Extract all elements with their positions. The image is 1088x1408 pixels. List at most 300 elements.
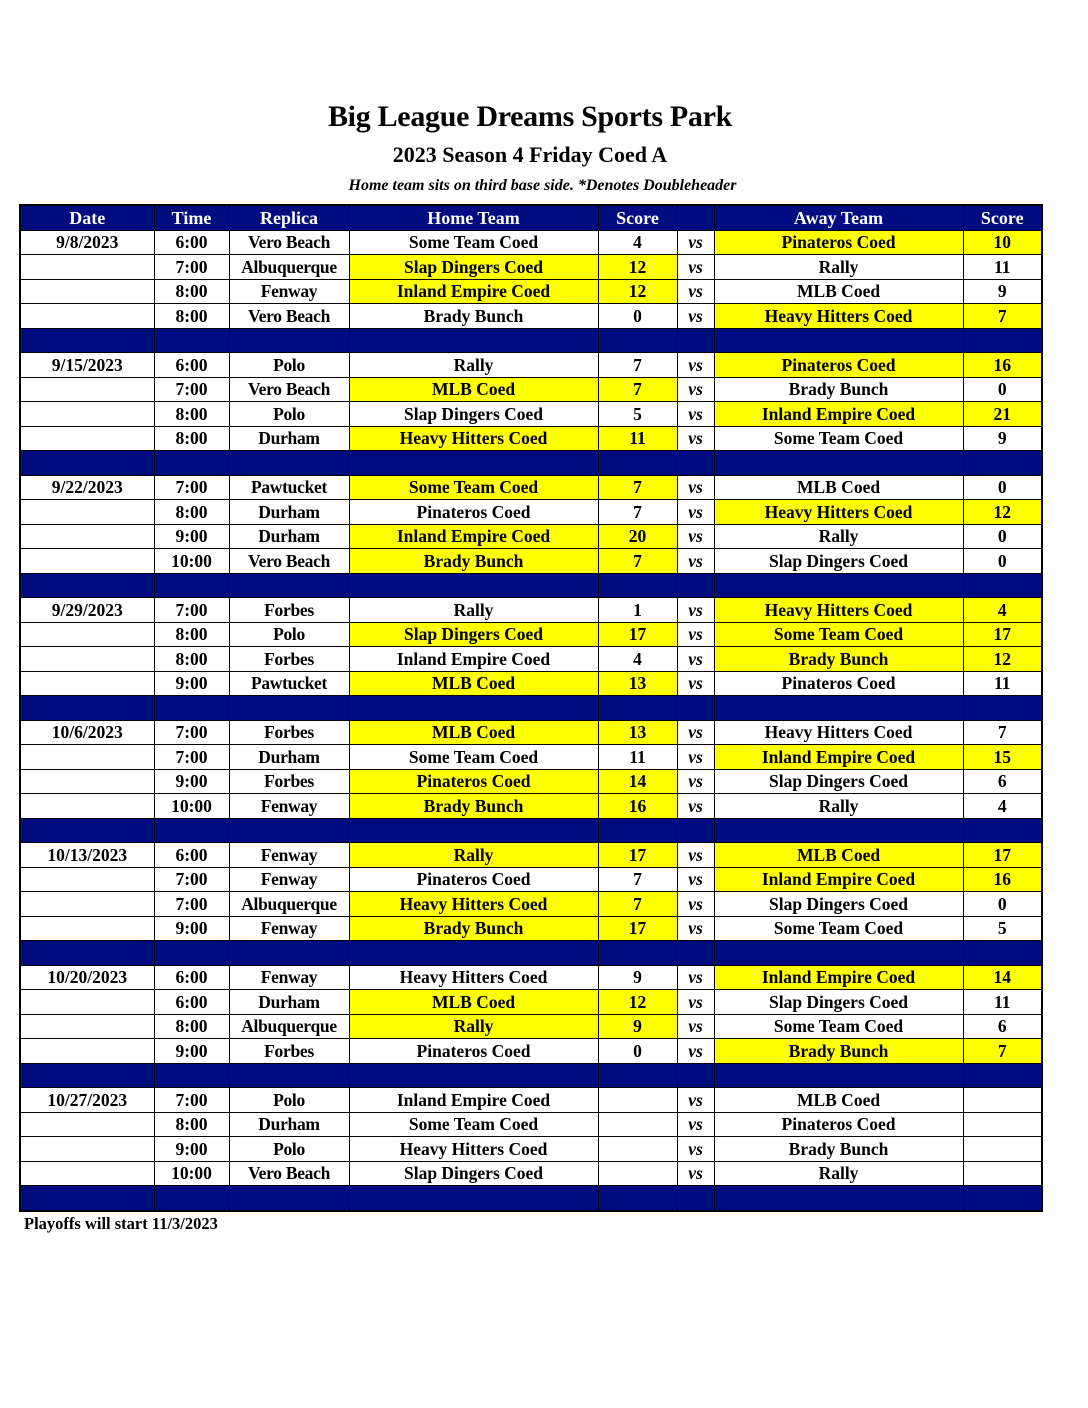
away-score: 4 [963, 794, 1042, 819]
game-time: 10:00 [154, 794, 229, 819]
separator-cell [963, 451, 1042, 476]
away-score: 12 [963, 647, 1042, 672]
game-row [20, 769, 1042, 794]
home-team: Brady Bunch [349, 794, 598, 819]
game-row [20, 892, 1042, 917]
home-team: Rally [349, 1014, 598, 1039]
separator-cell [154, 818, 229, 843]
vs-label: vs [677, 892, 714, 917]
game-row [20, 426, 1042, 451]
game-date-empty [20, 1137, 154, 1162]
vs-label: vs [677, 549, 714, 574]
game-date-empty [20, 916, 154, 941]
week-separator-row [20, 328, 1042, 353]
home-team: Brady Bunch [349, 916, 598, 941]
vs-label: vs [677, 867, 714, 892]
game-row [20, 353, 1042, 378]
game-date-empty [20, 769, 154, 794]
separator-cell [714, 573, 963, 598]
away-team: Pinateros Coed [714, 1112, 963, 1137]
game-replica: Forbes [229, 1039, 349, 1064]
away-score: 6 [963, 1014, 1042, 1039]
away-score: 0 [963, 549, 1042, 574]
game-time: 6:00 [154, 230, 229, 255]
home-score: 11 [598, 426, 677, 451]
away-team: Heavy Hitters Coed [714, 500, 963, 525]
home-team: Heavy Hitters Coed [349, 965, 598, 990]
away-score: 0 [963, 475, 1042, 500]
game-time: 8:00 [154, 647, 229, 672]
separator-cell [963, 328, 1042, 353]
separator-cell [229, 451, 349, 476]
vs-label: vs [677, 279, 714, 304]
game-time: 7:00 [154, 867, 229, 892]
game-replica: Pawtucket [229, 671, 349, 696]
home-score: 16 [598, 794, 677, 819]
separator-cell [963, 1186, 1042, 1211]
game-replica: Albuquerque [229, 892, 349, 917]
away-score: 15 [963, 745, 1042, 770]
game-row [20, 475, 1042, 500]
home-score: 12 [598, 990, 677, 1015]
game-replica: Durham [229, 524, 349, 549]
home-team: Rally [349, 598, 598, 623]
vs-label: vs [677, 794, 714, 819]
game-replica: Vero Beach [229, 304, 349, 329]
home-score [598, 1088, 677, 1113]
game-replica: Polo [229, 353, 349, 378]
game-time: 7:00 [154, 475, 229, 500]
separator-cell [963, 818, 1042, 843]
separator-cell [598, 1063, 677, 1088]
home-team: Inland Empire Coed [349, 279, 598, 304]
game-row [20, 843, 1042, 868]
home-team: Slap Dingers Coed [349, 402, 598, 427]
game-date: 10/27/2023 [20, 1088, 154, 1113]
game-replica: Durham [229, 500, 349, 525]
game-date-empty [20, 524, 154, 549]
away-team: Some Team Coed [714, 916, 963, 941]
game-time: 8:00 [154, 304, 229, 329]
game-date: 9/29/2023 [20, 598, 154, 623]
away-team: Rally [714, 1161, 963, 1186]
game-date-empty [20, 1039, 154, 1064]
vs-label: vs [677, 1161, 714, 1186]
separator-cell [349, 451, 598, 476]
week-separator-row [20, 1186, 1042, 1211]
away-team: Slap Dingers Coed [714, 769, 963, 794]
away-team: Rally [714, 255, 963, 280]
game-time: 7:00 [154, 892, 229, 917]
separator-cell [598, 451, 677, 476]
home-score: 11 [598, 745, 677, 770]
separator-cell [229, 1063, 349, 1088]
game-row [20, 377, 1042, 402]
game-date-empty [20, 500, 154, 525]
away-team: MLB Coed [714, 1088, 963, 1113]
home-score [598, 1137, 677, 1162]
separator-cell [154, 1063, 229, 1088]
away-score: 17 [963, 843, 1042, 868]
away-score: 0 [963, 524, 1042, 549]
vs-label: vs [677, 598, 714, 623]
game-replica: Durham [229, 990, 349, 1015]
separator-cell [154, 941, 229, 966]
game-replica: Polo [229, 622, 349, 647]
game-time: 9:00 [154, 916, 229, 941]
separator-cell [714, 941, 963, 966]
game-date-empty [20, 1014, 154, 1039]
game-date-empty [20, 647, 154, 672]
game-row [20, 671, 1042, 696]
away-team: Brady Bunch [714, 377, 963, 402]
separator-cell [598, 1186, 677, 1211]
separator-cell [963, 1063, 1042, 1088]
game-date-empty [20, 745, 154, 770]
game-date-empty [20, 1112, 154, 1137]
game-time: 6:00 [154, 353, 229, 378]
away-team: Heavy Hitters Coed [714, 720, 963, 745]
home-team: Heavy Hitters Coed [349, 1137, 598, 1162]
away-score: 9 [963, 426, 1042, 451]
separator-cell [20, 1063, 154, 1088]
game-date: 9/15/2023 [20, 353, 154, 378]
home-score: 12 [598, 255, 677, 280]
away-team: Inland Empire Coed [714, 867, 963, 892]
away-team: Some Team Coed [714, 1014, 963, 1039]
game-time: 8:00 [154, 500, 229, 525]
game-row [20, 1039, 1042, 1064]
vs-label: vs [677, 1088, 714, 1113]
game-replica: Fenway [229, 965, 349, 990]
game-row [20, 402, 1042, 427]
home-team: Pinateros Coed [349, 1039, 598, 1064]
separator-cell [229, 573, 349, 598]
game-row [20, 255, 1042, 280]
home-team: Slap Dingers Coed [349, 255, 598, 280]
home-score: 7 [598, 377, 677, 402]
home-score: 7 [598, 892, 677, 917]
game-replica: Forbes [229, 647, 349, 672]
week-separator-row [20, 941, 1042, 966]
game-row [20, 549, 1042, 574]
separator-cell [677, 328, 714, 353]
game-replica: Vero Beach [229, 230, 349, 255]
game-row [20, 230, 1042, 255]
home-score: 17 [598, 843, 677, 868]
home-team: Inland Empire Coed [349, 1088, 598, 1113]
separator-cell [229, 328, 349, 353]
game-row [20, 1088, 1042, 1113]
game-row [20, 1112, 1042, 1137]
separator-cell [229, 941, 349, 966]
game-time: 10:00 [154, 1161, 229, 1186]
game-time: 9:00 [154, 1039, 229, 1064]
separator-cell [349, 328, 598, 353]
game-date-empty [20, 671, 154, 696]
game-time: 8:00 [154, 426, 229, 451]
home-team: Pinateros Coed [349, 867, 598, 892]
game-time: 9:00 [154, 524, 229, 549]
week-separator-row [20, 573, 1042, 598]
home-team: Slap Dingers Coed [349, 1161, 598, 1186]
away-team: Brady Bunch [714, 1137, 963, 1162]
home-score: 17 [598, 916, 677, 941]
separator-cell [963, 696, 1042, 721]
col-header-home-score: Score [598, 205, 677, 230]
away-team: Heavy Hitters Coed [714, 598, 963, 623]
game-replica: Vero Beach [229, 1161, 349, 1186]
separator-cell [20, 1186, 154, 1211]
game-time: 6:00 [154, 965, 229, 990]
away-score: 0 [963, 892, 1042, 917]
home-team: Pinateros Coed [349, 769, 598, 794]
separator-cell [349, 573, 598, 598]
away-team: Slap Dingers Coed [714, 990, 963, 1015]
game-time: 8:00 [154, 402, 229, 427]
vs-label: vs [677, 1039, 714, 1064]
home-score: 17 [598, 622, 677, 647]
game-time: 10:00 [154, 549, 229, 574]
separator-cell [154, 696, 229, 721]
vs-label: vs [677, 843, 714, 868]
away-score: 16 [963, 353, 1042, 378]
separator-cell [714, 818, 963, 843]
col-header-date: Date [20, 205, 154, 230]
separator-cell [154, 451, 229, 476]
schedule-body [20, 230, 1042, 1211]
col-header-away-team: Away Team [714, 205, 963, 230]
game-date: 9/22/2023 [20, 475, 154, 500]
separator-cell [20, 451, 154, 476]
game-date-empty [20, 426, 154, 451]
away-team: Rally [714, 524, 963, 549]
away-score: 10 [963, 230, 1042, 255]
home-team: Pinateros Coed [349, 500, 598, 525]
home-team: Some Team Coed [349, 230, 598, 255]
vs-label: vs [677, 304, 714, 329]
game-replica: Vero Beach [229, 377, 349, 402]
game-time: 7:00 [154, 377, 229, 402]
vs-label: vs [677, 916, 714, 941]
home-team: Heavy Hitters Coed [349, 426, 598, 451]
game-replica: Pawtucket [229, 475, 349, 500]
game-replica: Albuquerque [229, 255, 349, 280]
game-time: 8:00 [154, 1112, 229, 1137]
game-time: 9:00 [154, 671, 229, 696]
game-row [20, 965, 1042, 990]
separator-cell [677, 451, 714, 476]
away-team: Pinateros Coed [714, 671, 963, 696]
game-row [20, 720, 1042, 745]
game-row [20, 794, 1042, 819]
vs-label: vs [677, 402, 714, 427]
game-row [20, 916, 1042, 941]
away-team: MLB Coed [714, 843, 963, 868]
away-team: Pinateros Coed [714, 353, 963, 378]
game-replica: Albuquerque [229, 1014, 349, 1039]
game-replica: Fenway [229, 279, 349, 304]
away-score: 14 [963, 965, 1042, 990]
separator-cell [349, 818, 598, 843]
game-time: 6:00 [154, 843, 229, 868]
game-row [20, 745, 1042, 770]
away-team: Inland Empire Coed [714, 745, 963, 770]
home-score: 13 [598, 671, 677, 696]
away-team: Brady Bunch [714, 1039, 963, 1064]
away-team: Rally [714, 794, 963, 819]
game-time: 8:00 [154, 622, 229, 647]
home-team: Brady Bunch [349, 549, 598, 574]
home-score: 7 [598, 500, 677, 525]
home-team: MLB Coed [349, 990, 598, 1015]
vs-label: vs [677, 671, 714, 696]
separator-cell [349, 696, 598, 721]
game-replica: Polo [229, 402, 349, 427]
home-score: 1 [598, 598, 677, 623]
vs-label: vs [677, 647, 714, 672]
home-team: Inland Empire Coed [349, 647, 598, 672]
separator-cell [20, 573, 154, 598]
vs-label: vs [677, 965, 714, 990]
week-separator-row [20, 1063, 1042, 1088]
game-time: 8:00 [154, 1014, 229, 1039]
home-team: MLB Coed [349, 377, 598, 402]
away-score: 17 [963, 622, 1042, 647]
away-score: 7 [963, 1039, 1042, 1064]
game-time: 6:00 [154, 990, 229, 1015]
separator-cell [20, 328, 154, 353]
game-row [20, 524, 1042, 549]
separator-cell [963, 573, 1042, 598]
separator-cell [229, 1186, 349, 1211]
playoffs-note: Playoffs will start 11/3/2023 [24, 1214, 218, 1233]
home-team: Some Team Coed [349, 1112, 598, 1137]
game-date-empty [20, 892, 154, 917]
game-row [20, 1137, 1042, 1162]
separator-cell [20, 696, 154, 721]
game-time: 7:00 [154, 598, 229, 623]
home-score: 7 [598, 867, 677, 892]
separator-cell [598, 941, 677, 966]
game-date-empty [20, 402, 154, 427]
game-date-empty [20, 279, 154, 304]
separator-cell [714, 1063, 963, 1088]
separator-cell [677, 941, 714, 966]
game-date: 10/6/2023 [20, 720, 154, 745]
away-score: 16 [963, 867, 1042, 892]
home-score: 12 [598, 279, 677, 304]
schedule-table [19, 204, 1043, 1212]
home-team: Rally [349, 353, 598, 378]
game-date: 10/20/2023 [20, 965, 154, 990]
away-score [963, 1088, 1042, 1113]
game-row [20, 500, 1042, 525]
game-row [20, 1161, 1042, 1186]
game-date-empty [20, 304, 154, 329]
page-title: Big League Dreams Sports Park [327, 100, 733, 133]
game-replica: Forbes [229, 769, 349, 794]
game-row [20, 990, 1042, 1015]
separator-cell [598, 696, 677, 721]
game-date: 10/13/2023 [20, 843, 154, 868]
game-time: 8:00 [154, 279, 229, 304]
home-score: 20 [598, 524, 677, 549]
separator-cell [229, 818, 349, 843]
away-score: 7 [963, 304, 1042, 329]
home-team: Heavy Hitters Coed [349, 892, 598, 917]
game-replica: Fenway [229, 916, 349, 941]
vs-label: vs [677, 1137, 714, 1162]
separator-cell [154, 1186, 229, 1211]
week-separator-row [20, 696, 1042, 721]
game-replica: Durham [229, 426, 349, 451]
home-score: 7 [598, 549, 677, 574]
vs-label: vs [677, 255, 714, 280]
vs-label: vs [677, 377, 714, 402]
home-score [598, 1161, 677, 1186]
game-date-empty [20, 867, 154, 892]
away-score: 0 [963, 377, 1042, 402]
home-score: 7 [598, 353, 677, 378]
away-team: Inland Empire Coed [714, 402, 963, 427]
vs-label: vs [677, 990, 714, 1015]
home-score: 14 [598, 769, 677, 794]
home-team: Brady Bunch [349, 304, 598, 329]
away-team: Brady Bunch [714, 647, 963, 672]
vs-label: vs [677, 769, 714, 794]
week-separator-row [20, 451, 1042, 476]
away-score: 12 [963, 500, 1042, 525]
week-separator-row [20, 818, 1042, 843]
away-team: Heavy Hitters Coed [714, 304, 963, 329]
home-score: 0 [598, 304, 677, 329]
game-date-empty [20, 622, 154, 647]
game-row [20, 304, 1042, 329]
game-time: 7:00 [154, 255, 229, 280]
vs-label: vs [677, 1014, 714, 1039]
away-team: Slap Dingers Coed [714, 549, 963, 574]
away-score [963, 1137, 1042, 1162]
schedule-note: Home team sits on third base side. *Denotes Doubleheader [348, 177, 737, 194]
separator-cell [677, 1063, 714, 1088]
separator-cell [349, 1186, 598, 1211]
home-team: MLB Coed [349, 671, 598, 696]
vs-label: vs [677, 500, 714, 525]
away-team: Some Team Coed [714, 622, 963, 647]
separator-cell [714, 1186, 963, 1211]
home-team: Some Team Coed [349, 475, 598, 500]
game-date-empty [20, 255, 154, 280]
game-time: 7:00 [154, 1088, 229, 1113]
col-header-time: Time [154, 205, 229, 230]
separator-cell [677, 1186, 714, 1211]
col-header-away-score: Score [963, 205, 1042, 230]
game-date: 9/8/2023 [20, 230, 154, 255]
game-row [20, 598, 1042, 623]
away-team: Inland Empire Coed [714, 965, 963, 990]
home-team: MLB Coed [349, 720, 598, 745]
home-team: Some Team Coed [349, 745, 598, 770]
away-score: 11 [963, 671, 1042, 696]
col-header-vs [677, 205, 714, 230]
home-team: Rally [349, 843, 598, 868]
away-team: Some Team Coed [714, 426, 963, 451]
separator-cell [714, 328, 963, 353]
separator-cell [677, 818, 714, 843]
vs-label: vs [677, 622, 714, 647]
vs-label: vs [677, 745, 714, 770]
